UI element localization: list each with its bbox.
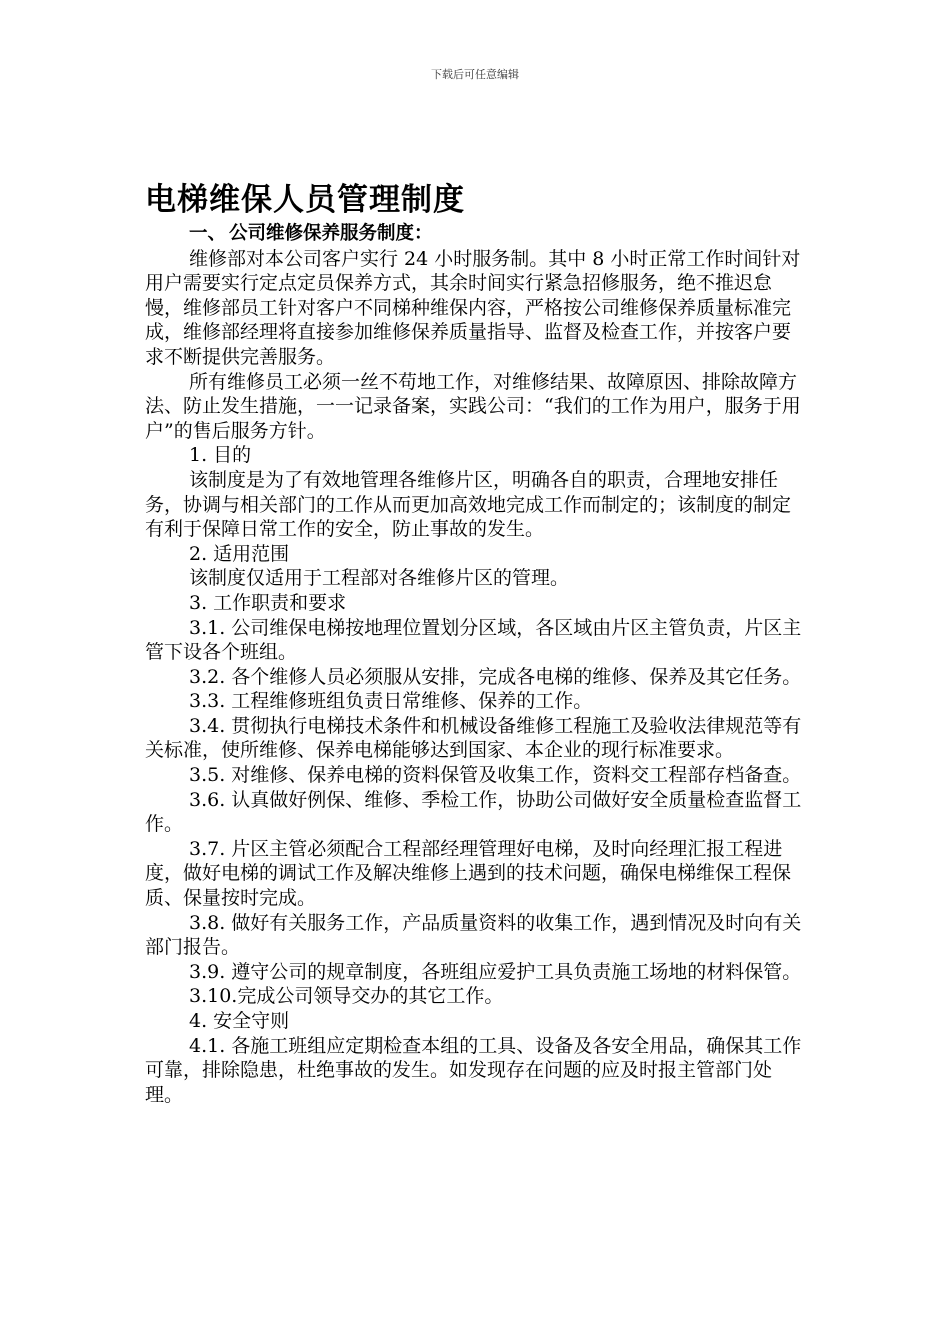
header-note: 下载后可任意编辑 (431, 68, 519, 81)
item-3-6: 3.6. 认真做好例保、维修、季检工作，协助公司做好安全质量检查监督工作。 (145, 788, 802, 836)
paragraph-service-system: 维修部对本公司客户实行 24 小时服务制。其中 8 小时正常工作时间针对用户需要实行定点定员保养方式，其余时间实行紧急招修服务，绝不推迟怠慢，维修部员工针对客户不同梯种维保内容，严格按公司维修保养质量标准完成，维修部经理将直接参加维修保养质量指导、监督及检查工作，并按客户要求不断提供完善服务。 (145, 247, 801, 368)
item-3-8: 3.8. 做好有关服务工作，产品质量资料的收集工作，遇到情况及时向有关部门报告。 (145, 911, 802, 959)
item-3-10: 3.10.完成公司领导交办的其它工作。 (189, 985, 504, 1008)
paragraph-scope: 该制度仅适用于工程部对各维修片区的管理。 (189, 567, 570, 590)
item-3-4: 3.4. 贯彻执行电梯技术条件和机械设备维修工程施工及验收法律规范等有关标准，使所维修、保养电梯能够达到国家、本企业的现行标准要求。 (145, 714, 802, 762)
heading-safety: 4. 安全守则 (189, 1010, 290, 1032)
heading-purpose: 1. 目的 (189, 444, 252, 467)
heading-duties: 3. 工作职责和要求 (189, 591, 347, 614)
item-3-9: 3.9. 遵守公司的规章制度，各班组应爱护工具负责施工场地的材料保管。 (189, 960, 802, 983)
document-body (145, 178, 805, 1107)
item-3-1: 3.1. 公司维保电梯按地理位置划分区域，各区域由片区主管负责，片区主管下设各个班组。 (145, 616, 802, 664)
item-4-1: 4.1. 各施工班组应定期检查本组的工具、设备及各安全用品，确保其工作可靠，排除隐患，杜绝事故的发生。如发现存在问题的应及时报主管部门处理。 (145, 1034, 802, 1106)
section-number: 一、 (189, 223, 227, 244)
document-title: 电梯维保人员管理制度 (145, 182, 465, 218)
item-3-7: 3.7. 片区主管必须配合工程部经理管理好电梯，及时向经理汇报工程进度，做好电梯的调试工作及解决维修上遇到的技术问题，确保电梯维保工程保质、保量按时完成。 (145, 837, 792, 910)
section-label: 公司维修保养服务制度： (229, 223, 433, 244)
item-3-2: 3.2. 各个维修人员必须服从安排，完成各电梯的维修、保养及其它任务。 (189, 665, 802, 688)
heading-scope: 2. 适用范围 (189, 542, 290, 565)
item-3-3: 3.3. 工程维修班组负责日常维修、保养的工作。 (189, 690, 593, 713)
paragraph-record-policy: 所有维修员工必须一丝不苟地工作，对维修结果、故障原因、排除故障方法、防止发生措施，一一记录备案，实践公司：“我们的工作为用户，服务于用户”的售后服务方针。 (145, 370, 801, 442)
item-3-5: 3.5. 对维修、保养电梯的资料保管及收集工作，资料交工程部存档备查。 (189, 764, 802, 787)
paragraph-purpose: 该制度是为了有效地管理各维修片区，明确各自的职责，合理地安排任务，协调与相关部门的工作从而更加高效地完成工作而制定的；该制度的制定有利于保障日常工作的安全，防止事故的发生。 (145, 468, 792, 541)
section-heading (145, 222, 805, 247)
